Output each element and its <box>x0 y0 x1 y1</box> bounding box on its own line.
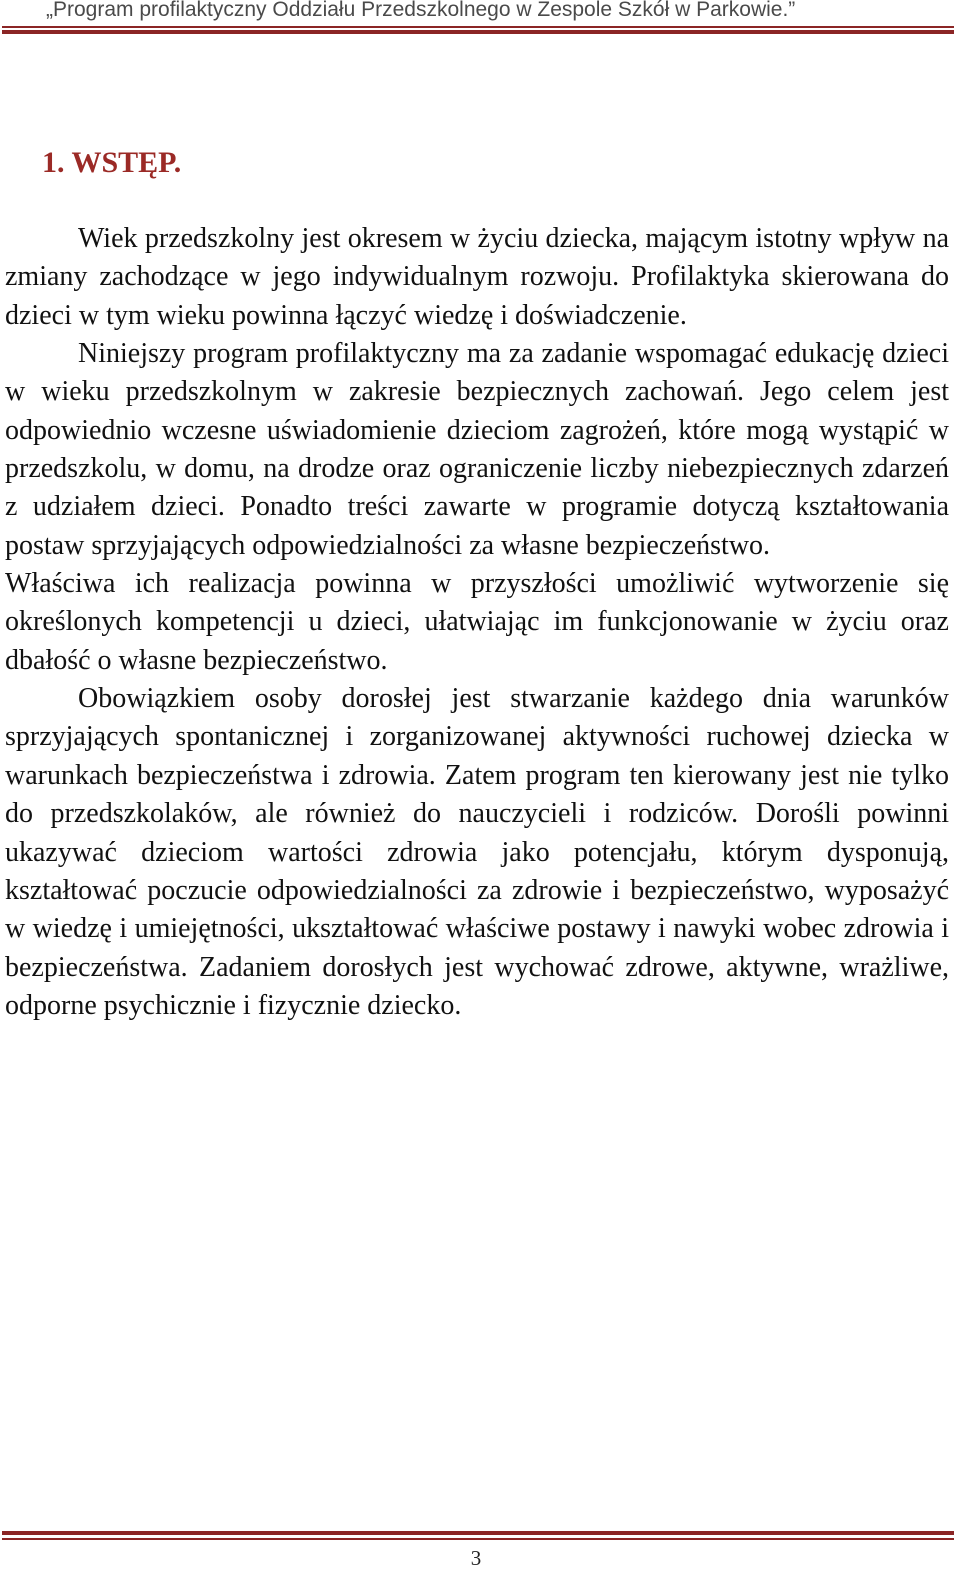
header-rule-thick <box>2 30 954 34</box>
footer-rule-thick <box>2 1531 954 1535</box>
header-rule-thin <box>2 26 954 28</box>
footer-rule-thin <box>2 1538 954 1540</box>
paragraph-3: Właściwa ich realizacja powinna w przyszłości umożliwić wytworzenie się określonych kompetencji u dzieci, ułatwiając im funkcjonowanie w życiu oraz dbałość o własne bezpieczeństwo. <box>5 568 949 676</box>
running-header: „Program profilaktyczny Oddziału Przedszkolnego w Zespole Szkół w Parkowie.” <box>46 0 796 21</box>
page-number: 3 <box>470 1546 482 1570</box>
paragraph-2: Niniejszy program profilaktyczny ma za zadanie wspomagać edukację dzieci w wieku przedszkolnym w zakresie bezpiecznych zachowań. Jego celem jest odpowiednio wczesne uświadomienie dzieciom zagrożeń, które mogą wystąpić w przedszkolu, w domu, na drodze oraz ograniczenie liczby niebezpiecznych zdarzeń z udziałem dzieci. Ponadto treści zawarte w programie dotyczą kształtowania postaw sprzyjających odpowiedzialności za własne bezpieczeństwo. <box>5 338 949 561</box>
section-title: 1. WSTĘP. <box>42 146 182 179</box>
paragraph-4: Obowiązkiem osoby dorosłej jest stwarzanie każdego dnia warunków sprzyjających spontanicznej i zorganizowanej aktywności ruchowej dziecka w warunkach bezpieczeństwa i zdrowia. Zatem program ten kierowany jest nie tylko do przedszkolaków, ale również do nauczycieli i rodziców. Dorośli powinni ukazywać dzieciom wartości zdrowia jako potencjału, którym dysponują, kształtować poczucie odpowiedzialności za zdrowie i bezpieczeństwo, wyposażyć w wiedzę i umiejętności, ukształtować właściwe postawy i nawyki wobec zdrowia i bezpieczeństwa. Zadaniem dorosłych jest wychować zdrowe, aktywne, wrażliwe, odporne psychicznie i fizycznie dziecko. <box>5 683 949 1021</box>
body-text <box>5 220 949 1025</box>
paragraph-1: Wiek przedszkolny jest okresem w życiu dziecka, mającym istotny wpływ na zmiany zachodzące w jego indywidualnym rozwoju. Profilaktyka skierowana do dzieci w tym wieku powinna łączyć wiedzę i doświadczenie. <box>5 223 949 331</box>
